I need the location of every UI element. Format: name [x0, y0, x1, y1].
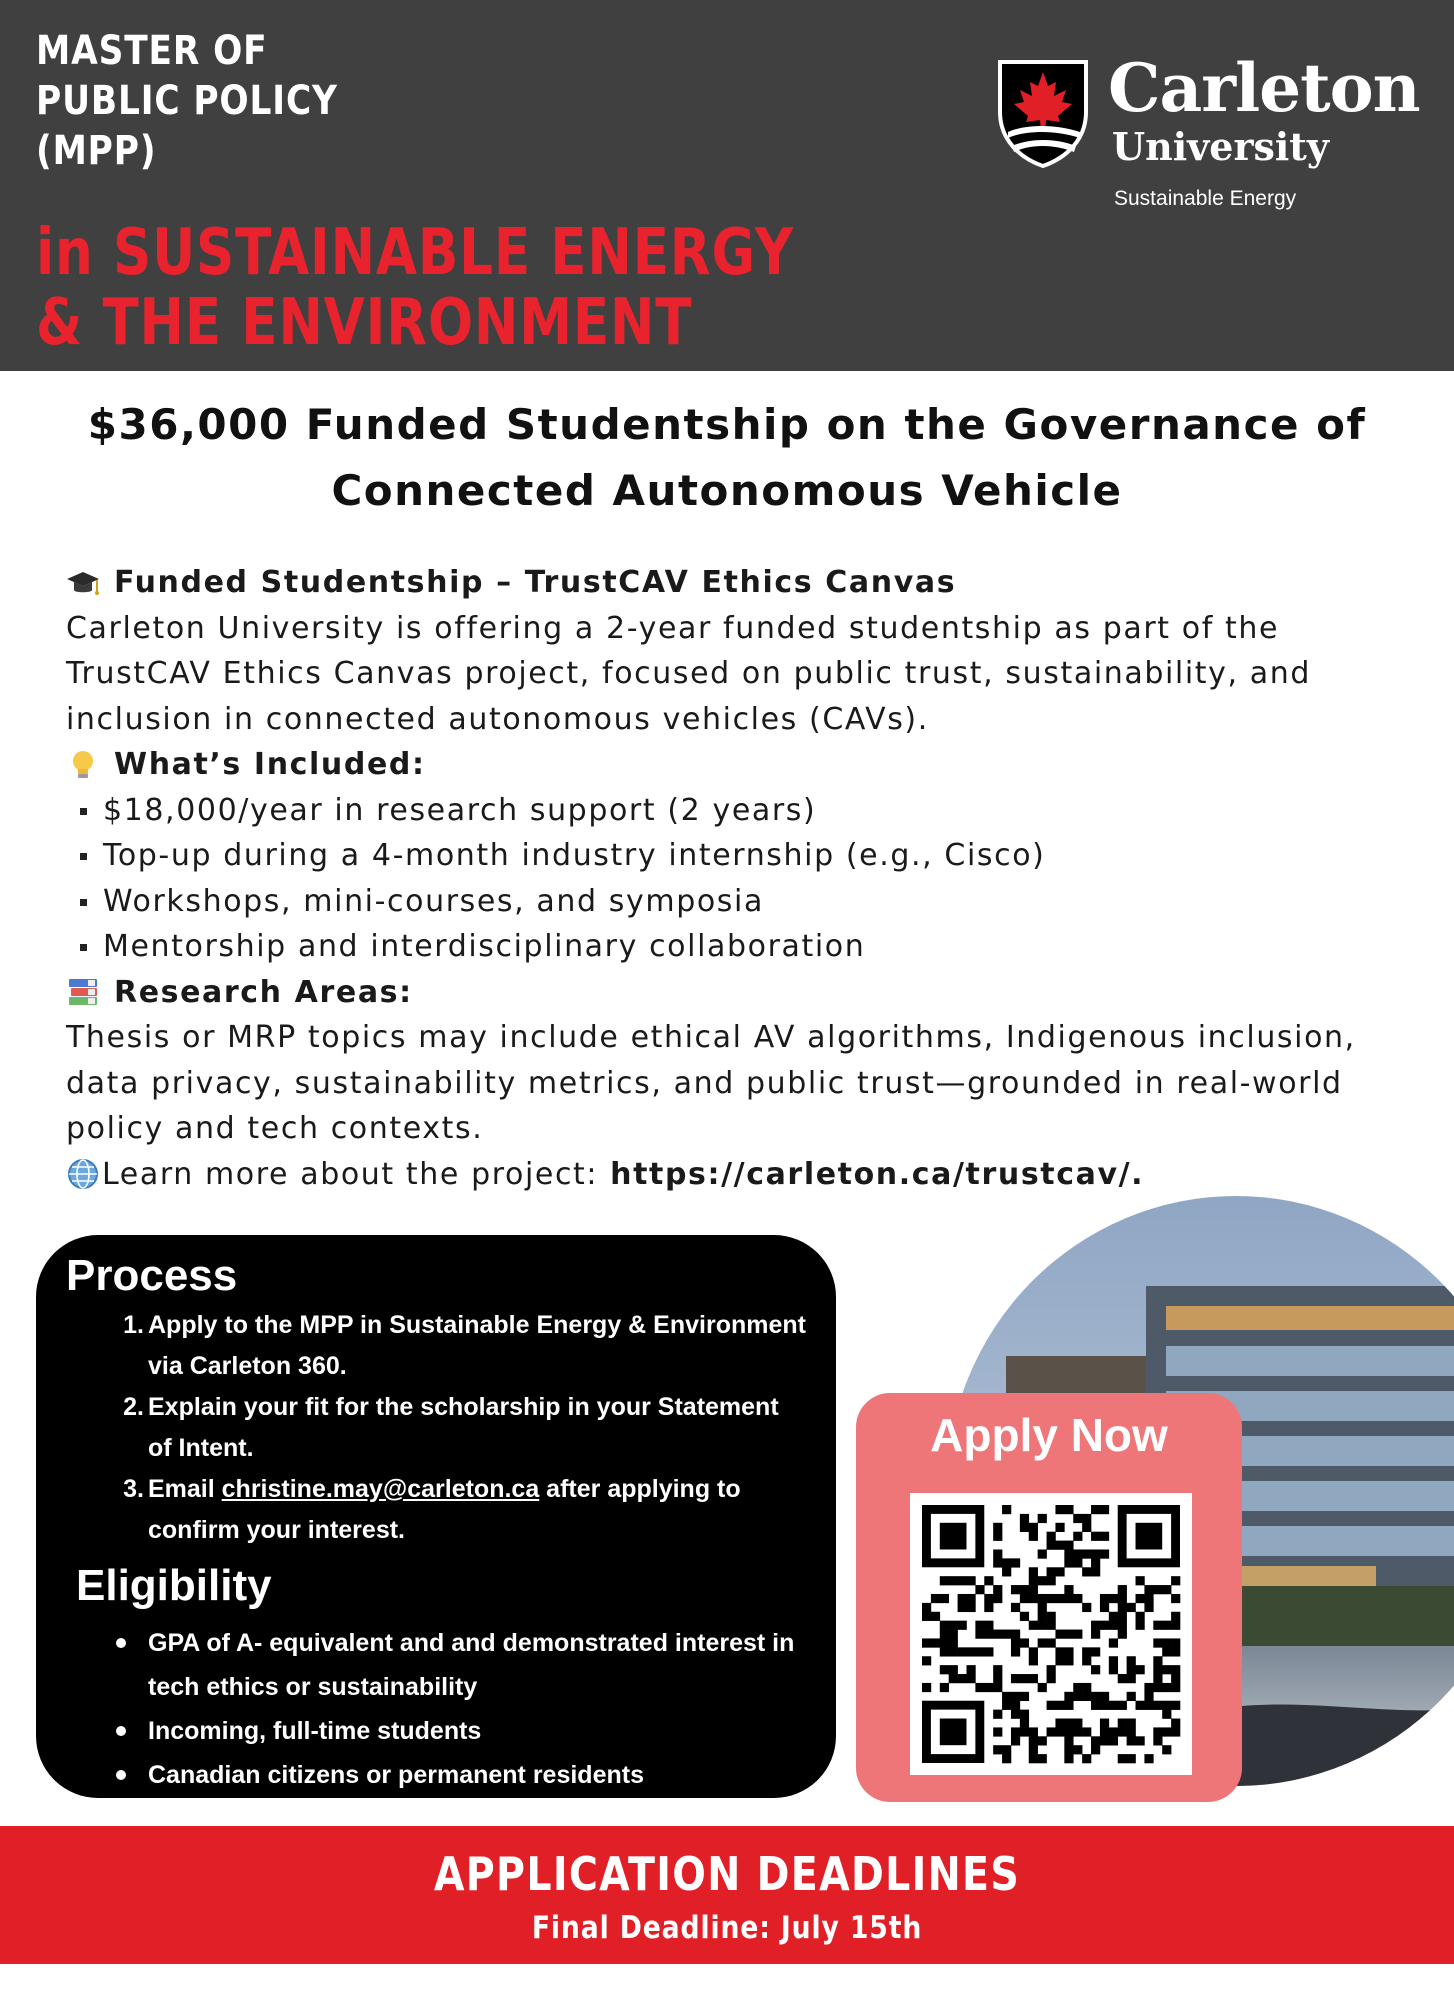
body-content [66, 560, 1416, 1197]
funded-heading [66, 560, 1416, 606]
list-item: GPA of A- equivalent and and demonstrated interest in tech ethics or sustainability [78, 1621, 808, 1709]
process-step [78, 1305, 808, 1387]
final-deadline: Final Deadline: July 15th [531, 1910, 923, 1946]
headline-line: $36,000 Funded Studentship on the Governance of [87, 400, 1367, 449]
program-title-line: PUBLIC POLICY [36, 78, 338, 124]
list-item: Top-up during a 4-month industry internship (e.g., Cisco) [66, 833, 1416, 879]
list-item: Canadian citizens or permanent residents [78, 1753, 808, 1797]
logo-wordmark: Carleton [1108, 49, 1420, 127]
process-step [78, 1387, 808, 1469]
specialization-line: in SUSTAINABLE ENERGY [36, 216, 795, 290]
learn-more-label: Learn more about the project: [102, 1156, 599, 1192]
process-heading: Process [66, 1251, 238, 1300]
headline [40, 392, 1414, 524]
deadline-title: APPLICATION DEADLINES [433, 1847, 1021, 1901]
step-text: Apply to the MPP in Sustainable Energy & Environment via Carleton 360. [148, 1311, 806, 1380]
list-item: Incoming, full-time students [78, 1709, 808, 1753]
included-list [66, 788, 1416, 970]
research-text: Thesis or MRP topics may include ethical AV algorithms, Indigenous inclusion, data privacy, sustainability metrics, and public trust—grounded in real-world policy and tech contexts. [66, 1020, 1356, 1146]
step-number: 1 . [120, 1305, 144, 1346]
step-text-post: after applying to confirm your interest. [148, 1475, 741, 1544]
deadline-banner [0, 1826, 1454, 1964]
project-link[interactable]: https://carleton.ca/trustcav/. [610, 1156, 1145, 1192]
step-number: 3 . [120, 1469, 144, 1510]
qr-code[interactable] [910, 1493, 1192, 1775]
included-heading-text: What’s Included: [114, 747, 426, 782]
list-item: $18,000/year in research support (2 years) [66, 788, 1416, 834]
logo-university: University [1112, 124, 1329, 169]
step-number: 2 . [120, 1387, 144, 1428]
program-specialization [36, 218, 794, 358]
apply-now-label[interactable]: Apply Now [930, 1409, 1168, 1461]
program-title-line: (MPP) [36, 128, 157, 174]
research-heading-text: Research Areas: [114, 974, 413, 1010]
headline-line: Connected Autonomous Vehicle [331, 466, 1123, 515]
list-item: Mentorship and interdisciplinary collaboration [66, 924, 1416, 970]
specialization-line: & THE ENVIRONMENT [36, 286, 693, 360]
carleton-shield-icon [996, 58, 1090, 170]
funded-heading-text: Funded Studentship – TrustCAV Ethics Canvas [114, 565, 957, 600]
step-text: Explain your fit for the scholarship in your Statement of Intent. [148, 1393, 779, 1462]
books-icon [66, 975, 100, 1009]
apply-card[interactable] [856, 1393, 1242, 1802]
eligibility-list [78, 1621, 808, 1797]
graduation-cap-icon [66, 566, 100, 600]
process-list [78, 1305, 808, 1551]
process-step [78, 1469, 808, 1551]
logo-unit: Sustainable Energy [1114, 187, 1297, 210]
included-heading [66, 742, 1416, 788]
eligibility-heading: Eligibility [76, 1561, 272, 1610]
list-item: Workshops, mini-courses, and symposia [66, 879, 1416, 925]
email-link[interactable]: christine.may@carleton.ca [221, 1475, 540, 1503]
funded-text: Carleton University is offering a 2-year funded studentship as part of the TrustCAV Ethics Canvas project, focused on public trust, sustainability, and inclusion in connected autonomous vehicles (CAVs). [66, 610, 1312, 737]
lightbulb-icon [66, 748, 100, 782]
program-title-line: MASTER OF [36, 28, 268, 74]
learn-more [66, 1152, 1416, 1198]
qr-code-icon [910, 1493, 1192, 1775]
process-eligibility-panel [36, 1235, 836, 1798]
step-text-pre: Email [148, 1475, 222, 1503]
globe-icon [66, 1157, 100, 1191]
program-title [36, 26, 338, 176]
research-heading [66, 970, 1416, 1016]
